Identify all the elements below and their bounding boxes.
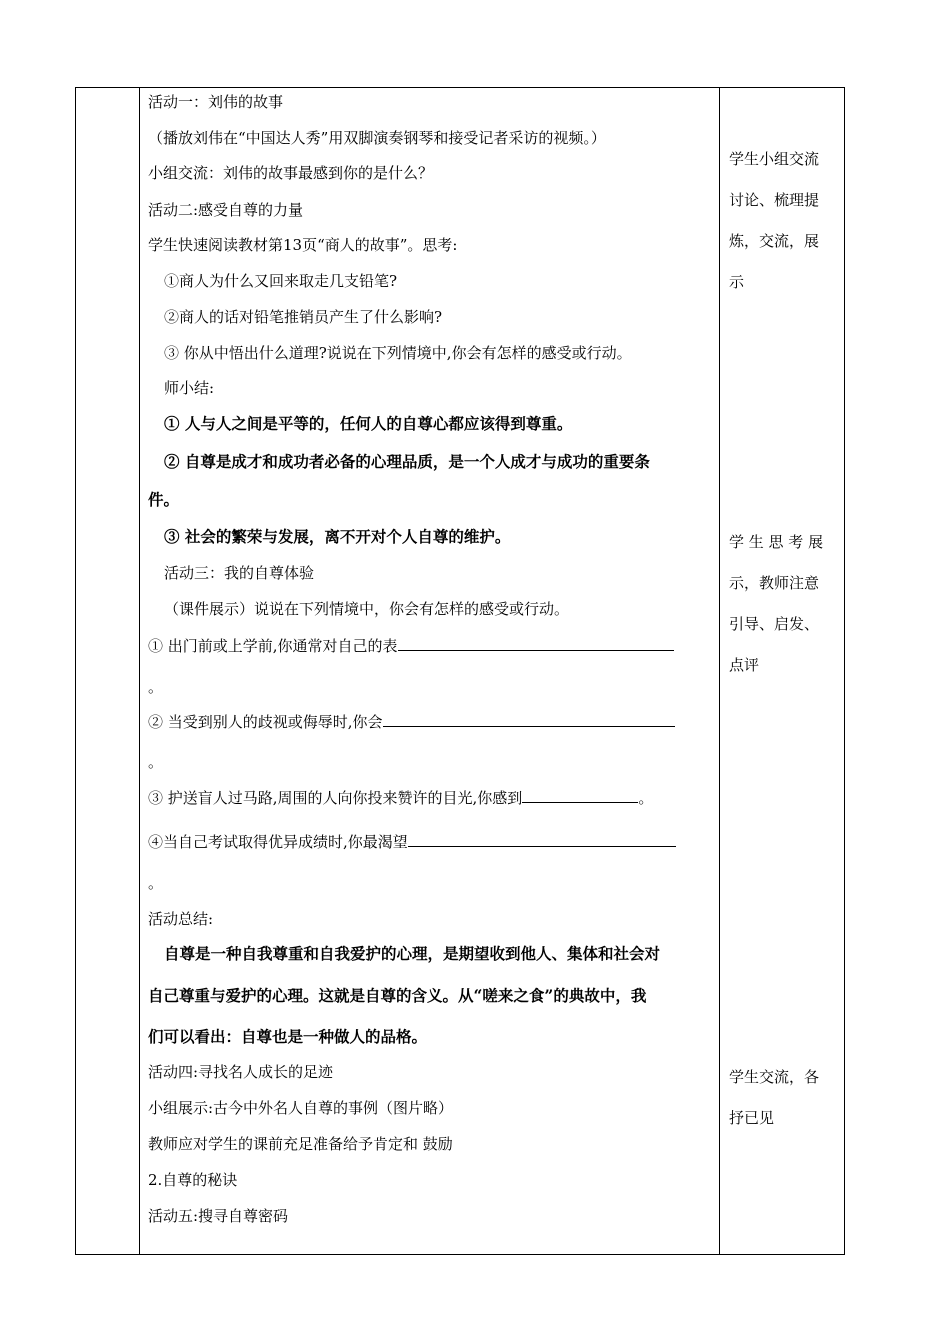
- section-heading: 2.自尊的秘诀: [148, 1171, 238, 1189]
- text-line: 师小结:: [164, 379, 215, 397]
- text-line: （课件展示）说说在下列情境中，你会有怎样的感受或行动。: [164, 600, 570, 618]
- summary-text: 们可以看出：自尊也是一种做人的品格。: [148, 1027, 428, 1046]
- activity-title: 活动二:感受自尊的力量: [148, 201, 304, 219]
- question-item: ③ 你从中悟出什么道理?说说在下列情境中,你会有怎样的感受或行动。: [164, 344, 632, 362]
- activity-title: 活动五:搜寻自尊密码: [148, 1207, 289, 1225]
- answer-blank[interactable]: [398, 636, 674, 651]
- fill-prompt: ③ 护送盲人过马路,周围的人向你投来赞许的目光,你感到: [148, 789, 523, 807]
- activity-title: 活动一：刘伟的故事: [148, 93, 284, 111]
- student-activity-note: 学生小组交流 讨论、梳理提 炼，交流，展 示: [729, 150, 820, 291]
- fill-prompt: ① 出门前或上学前,你通常对自己的表: [148, 637, 398, 655]
- fill-prompt: ④当自己考试取得优异成绩时,你最渴望: [148, 833, 408, 851]
- student-activity-note: 学 生 思 考 展 示，教师注意 引导、启发、 点评: [729, 533, 824, 674]
- answer-blank[interactable]: [408, 832, 676, 847]
- lesson-table: [75, 87, 845, 1255]
- text-line: 学生快速阅读教材第13页“商人的故事”。思考:: [148, 236, 458, 254]
- fill-item: [148, 832, 676, 852]
- fill-item: ③ 护送盲人过马路,周围的人向你投来赞许的目光,你感到 。: [148, 789, 654, 807]
- text-line: 。: [148, 753, 164, 771]
- text-line: 。: [148, 678, 164, 696]
- fill-item: [148, 712, 675, 732]
- text-line: 。: [148, 874, 164, 892]
- summary-point: ③ 社会的繁荣与发展，离不开对个人自尊的维护。: [164, 527, 511, 546]
- text-line: 小组交流：刘伟的故事最感到你的是什么？: [148, 164, 434, 182]
- activity-title: 活动总结:: [148, 910, 214, 928]
- student-activity-note: 学生交流，各 抒已见: [729, 1068, 820, 1127]
- summary-point: ② 自尊是成才和成功者必备的心理品质，是一个人成才与成功的重要条: [164, 452, 650, 471]
- question-item: ①商人为什么又回来取走几支铅笔?: [164, 272, 398, 290]
- answer-blank[interactable]: [383, 712, 675, 727]
- text-line: 教师应对学生的课前充足准备给予肯定和 鼓励: [148, 1135, 453, 1153]
- text-line: （播放刘伟在“中国达人秀”用双脚演奏钢琴和接受记者采访的视频。）: [148, 129, 606, 147]
- summary-point: ① 人与人之间是平等的，任何人的自尊心都应该得到尊重。: [164, 414, 573, 433]
- activity-title: 活动四:寻找名人成长的足迹: [148, 1063, 334, 1081]
- question-item: ②商人的话对铅笔推销员产生了什么影响?: [164, 308, 443, 326]
- summary-point: 件。: [148, 490, 180, 509]
- text-line: 小组展示:古今中外名人自尊的事例（图片略）: [148, 1099, 454, 1117]
- column-divider: [719, 88, 720, 1254]
- activity-title: 活动三：我的自尊体验: [164, 564, 315, 582]
- answer-blank[interactable]: [522, 788, 638, 803]
- fill-prompt: ② 当受到别人的歧视或侮辱时,你会: [148, 713, 383, 731]
- summary-text: 自己尊重与爱护的心理。这就是自尊的含义。从“嗟来之食”的典故中，我: [148, 986, 647, 1005]
- column-divider: [139, 88, 140, 1254]
- fill-item: [148, 636, 674, 656]
- summary-text: 自尊是一种自我尊重和自我爱护的心理，是期望收到他人、集体和社会对: [164, 944, 661, 963]
